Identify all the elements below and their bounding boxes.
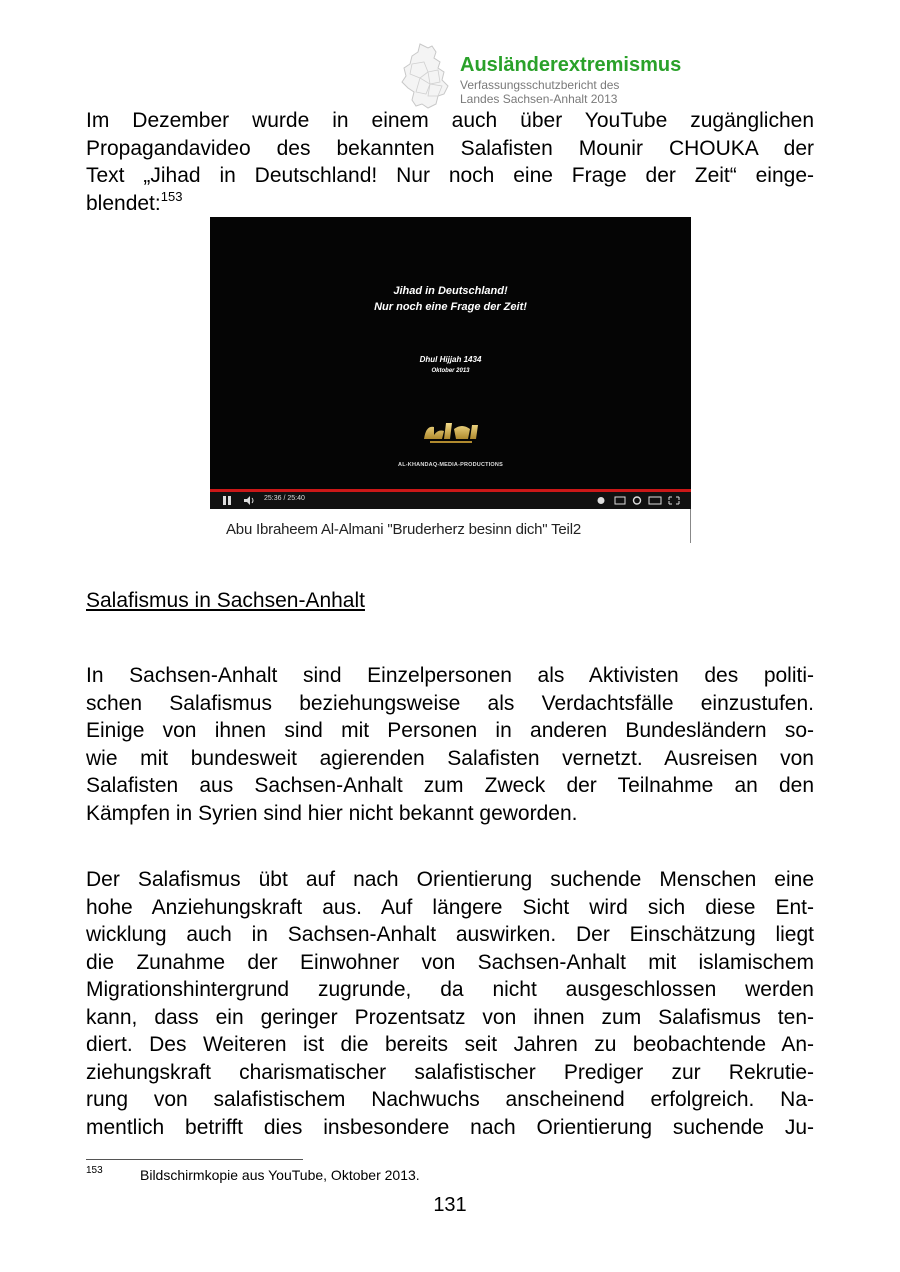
header-subtitle-line1: Verfassungsschutzbericht des — [460, 78, 620, 92]
text-line-with-footnote — [86, 190, 814, 218]
text-line: die Zunahme der Einwohner von Sachsen-Anhalt mit islamischem — [86, 950, 814, 974]
text-line: schen Salafismus beziehungsweise als Verdachtsfälle einzustufen. — [86, 691, 814, 715]
section-paragraph-2 — [86, 866, 814, 1141]
text-line: Im Dezember wurde in einem auch über YouTube zugänglichen — [86, 109, 814, 132]
video-controls-bar — [210, 492, 691, 509]
video-frame — [210, 217, 691, 492]
video-date-gregorian: Oktober 2013 — [431, 368, 470, 374]
section-heading: Salafismus in Sachsen-Anhalt — [86, 589, 365, 612]
header-title: Ausländerextremismus — [460, 54, 682, 76]
section-paragraph-1 — [86, 662, 814, 827]
page-header — [398, 40, 818, 112]
text-line: ziehungskraft charismatischer salafistischer Prediger zur Rekrutie- — [86, 1060, 814, 1084]
theater-mode-icon — [649, 497, 661, 504]
text-line: diert. Des Weiteren ist die bereits seit Jahren zu beobachtende An- — [86, 1033, 814, 1056]
settings-gear-icon — [598, 497, 605, 504]
al-khandaq-logo-icon — [416, 415, 486, 451]
fullscreen-icon — [669, 497, 679, 504]
page-number: 131 — [433, 1194, 467, 1216]
text-line: wie mit bundesweit agierenden Salafisten vernetzt. Ausreisen von — [86, 746, 814, 770]
pause-icon[interactable] — [222, 496, 232, 505]
video-title-line1: Jihad in Deutschland! — [393, 285, 508, 297]
text-line: Einige von ihnen sind mit Personen in anderen Bundesländern so- — [86, 719, 814, 742]
frame-border — [690, 509, 691, 543]
text-line: Der Salafismus übt auf nach Orientierung suchende Menschen eine — [86, 868, 814, 891]
text-line: rung von salafistischem Nachwuchs anscheinend erfolgreich. Na- — [86, 1088, 814, 1111]
header-subtitle-line2: Landes Sachsen-Anhalt 2013 — [460, 92, 618, 106]
video-title-line2: Nur noch eine Frage der Zeit! — [374, 301, 527, 313]
text-line: Propagandavideo des bekannten Salafisten Mounir CHOUKA der — [86, 136, 814, 160]
text-line: In Sachsen-Anhalt sind Einzelpersonen als Aktivisten des politi- — [86, 664, 814, 687]
text-line: Kämpfen in Syrien sind hier nicht bekannt geworden. — [86, 801, 578, 825]
footnote-reference[interactable]: 153 — [160, 188, 183, 204]
footnote-text: Bildschirmkopie aus YouTube, Oktober 2013. — [140, 1167, 420, 1183]
footnote-divider — [86, 1159, 303, 1160]
video-time: 25:36 / 25:40 — [264, 495, 305, 502]
intro-paragraph — [86, 107, 814, 217]
text-line: kann, dass ein geringer Prozentsatz von ihnen zum Salafismus ten- — [86, 1005, 814, 1029]
text-line: mentlich betrifft dies insbesondere nach Orientierung suchende Ju- — [86, 1115, 814, 1139]
sachsen-anhalt-map-logo — [398, 42, 454, 110]
text-line: blendet: — [86, 191, 161, 215]
subtitles-icon — [615, 497, 625, 504]
settings-gear-icon — [634, 497, 641, 504]
video-producer: AL-KHANDAQ-MEDIA-PRODUCTIONS — [398, 462, 503, 468]
video-caption[interactable]: Abu Ibraheem Al-Almani "Bruderherz besinn dich" Teil2 — [226, 521, 581, 538]
text-line: Text „Jihad in Deutschland! Nur noch eine Frage der Zeit“ einge- — [86, 164, 814, 187]
text-line: Salafisten aus Sachsen-Anhalt zum Zweck der Teilnahme an den — [86, 774, 814, 797]
youtube-video-screenshot — [210, 217, 691, 543]
text-line: Migrationshintergrund zugrunde, da nicht ausgeschlossen werden — [86, 978, 814, 1001]
footnote-number: 153 — [86, 1165, 103, 1176]
text-line: hohe Anziehungskraft aus. Auf längere Sicht wird sich diese Ent- — [86, 895, 814, 919]
video-right-controls — [593, 496, 685, 505]
volume-icon[interactable] — [244, 496, 256, 505]
video-date-hijri: Dhul Hijjah 1434 — [419, 355, 482, 364]
text-line: wicklung auch in Sachsen-Anhalt auswirken. Der Einschätzung liegt — [86, 923, 814, 946]
